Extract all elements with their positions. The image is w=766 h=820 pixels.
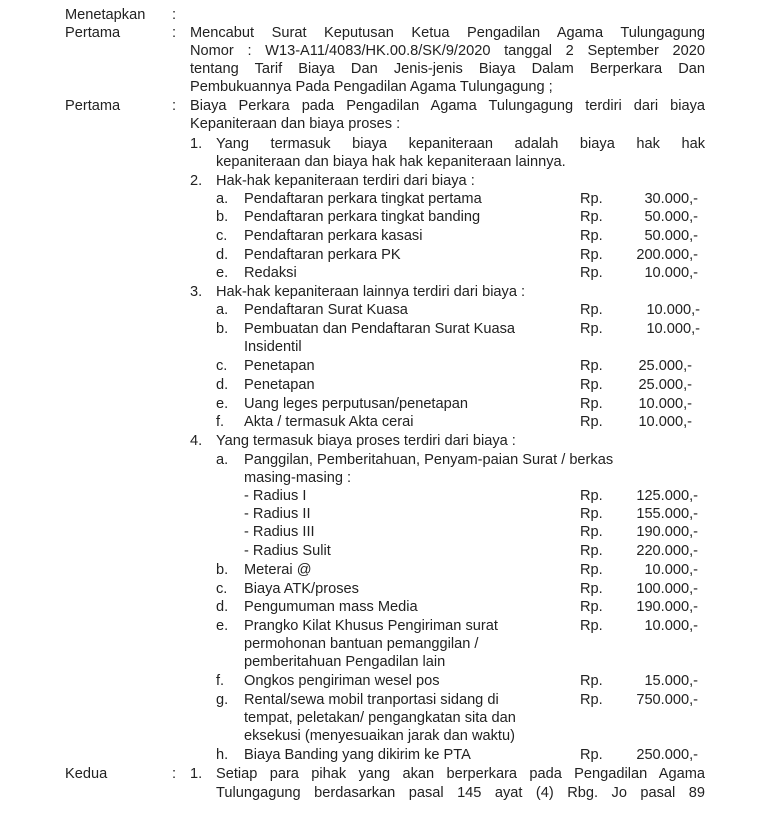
fee-amount: 25.000,- xyxy=(638,358,692,374)
fee-letter: c. xyxy=(216,581,228,597)
fee-label: Penetapan xyxy=(244,358,315,374)
fee-label-continued: masing-masing : xyxy=(244,470,352,486)
fee-currency: Rp. xyxy=(580,321,603,337)
fee-currency: Rp. xyxy=(580,506,603,522)
fee-letter: b. xyxy=(216,321,229,337)
fee-currency: Rp. xyxy=(580,488,603,504)
fee-currency: Rp. xyxy=(580,599,603,615)
pertama-1-line: tentang Tarif Biaya Dan Jenis-jenis Biaya Dalam Berperkara Dan xyxy=(190,61,705,77)
fee-currency: Rp. xyxy=(580,191,603,207)
kedua-colon: : xyxy=(172,766,177,782)
pertama-1-colon: : xyxy=(172,25,177,41)
item-1-text: Yang termasuk biaya kepaniteraan adalah biaya hak hak xyxy=(216,136,705,152)
fee-letter: c. xyxy=(216,358,228,374)
pertama-1-line: Mencabut Surat Keputusan Ketua Pengadilan Agama Tulungagung xyxy=(190,25,705,41)
fee-amount: 50.000,- xyxy=(644,228,698,244)
menetapkan-label: Menetapkan xyxy=(65,7,146,23)
fee-amount: 10.000,- xyxy=(638,396,692,412)
fee-label-continued: Insidentil xyxy=(244,339,302,355)
fee-currency: Rp. xyxy=(580,562,603,578)
kedua-text: Tulungagung berdasarkan pasal 145 ayat (4) Rbg. Jo pasal 89 xyxy=(216,785,705,801)
pertama-2-intro: Kepaniteraan dan biaya proses : xyxy=(190,116,401,132)
fee-amount: 10.000,- xyxy=(644,562,698,578)
fee-label: Pendaftaran perkara PK xyxy=(244,247,401,263)
fee-letter: d. xyxy=(216,599,229,615)
fee-currency: Rp. xyxy=(580,265,603,281)
item-4-number: 4. xyxy=(190,433,203,449)
item-3-number: 3. xyxy=(190,284,203,300)
fee-letter: h. xyxy=(216,747,229,763)
pertama-1-line: Nomor : W13-A11/4083/HK.00.8/SK/9/2020 tanggal 2 September 2020 xyxy=(190,43,705,59)
pertama-2-intro: Biaya Perkara pada Pengadilan Agama Tulungagung terdiri dari biaya xyxy=(190,98,705,114)
fee-amount: 10.000,- xyxy=(644,265,698,281)
fee-label: Meterai @ xyxy=(244,562,312,578)
kedua-number: 1. xyxy=(190,766,203,782)
fee-amount: 30.000,- xyxy=(644,191,698,207)
fee-amount: 50.000,- xyxy=(644,209,698,225)
fee-label-continued: eksekusi (menyesuaikan jarak dan waktu) xyxy=(244,728,515,744)
fee-currency: Rp. xyxy=(580,524,603,540)
fee-amount: 10.000,- xyxy=(646,302,700,318)
fee-letter: c. xyxy=(216,228,228,244)
fee-currency: Rp. xyxy=(580,396,603,412)
fee-label: Pendaftaran perkara tingkat pertama xyxy=(244,191,482,207)
fee-label-continued: pemberitahuan Pengadilan lain xyxy=(244,654,446,670)
item-2-number: 2. xyxy=(190,173,203,189)
fee-letter: e. xyxy=(216,396,229,412)
radius-label: - Radius III xyxy=(244,524,315,540)
fee-label: Pendaftaran perkara kasasi xyxy=(244,228,423,244)
fee-label: Biaya ATK/proses xyxy=(244,581,359,597)
item-4-heading: Yang termasuk biaya proses terdiri dari biaya : xyxy=(216,433,516,449)
fee-label: Pembuatan dan Pendaftaran Surat Kuasa xyxy=(244,321,515,337)
fee-letter: g. xyxy=(216,692,229,708)
fee-amount: 25.000,- xyxy=(638,377,692,393)
fee-letter: e. xyxy=(216,265,229,281)
fee-amount: 750.000,- xyxy=(636,692,698,708)
fee-currency: Rp. xyxy=(580,302,603,318)
fee-currency: Rp. xyxy=(580,747,603,763)
pertama-1-line: Pembukuannya Pada Pengadilan Agama Tulungagung ; xyxy=(190,79,553,95)
fee-amount: 190.000,- xyxy=(636,524,698,540)
fee-label: Pendaftaran perkara tingkat banding xyxy=(244,209,481,225)
fee-amount: 155.000,- xyxy=(636,506,698,522)
fee-amount: 125.000,- xyxy=(636,488,698,504)
fee-currency: Rp. xyxy=(580,247,603,263)
fee-label: Ongkos pengiriman wesel pos xyxy=(244,673,440,689)
kedua-text: Setiap para pihak yang akan berperkara pada Pengadilan Agama xyxy=(216,766,705,782)
fee-currency: Rp. xyxy=(580,414,603,430)
fee-label: Rental/sewa mobil tranportasi sidang di xyxy=(244,692,499,708)
fee-label: Prangko Kilat Khusus Pengiriman surat xyxy=(244,618,498,634)
fee-label: Akta / termasuk Akta cerai xyxy=(244,414,414,430)
fee-currency: Rp. xyxy=(580,618,603,634)
radius-label: - Radius I xyxy=(244,488,307,504)
fee-label: Panggilan, Pemberitahuan, Penyam-paian Surat / berkas xyxy=(244,452,614,468)
fee-amount: 220.000,- xyxy=(636,543,698,559)
pertama-1-label: Pertama xyxy=(65,25,121,41)
fee-currency: Rp. xyxy=(580,358,603,374)
fee-label: Pendaftaran Surat Kuasa xyxy=(244,302,408,318)
fee-amount: 15.000,- xyxy=(644,673,698,689)
fee-amount: 250.000,- xyxy=(636,747,698,763)
fee-currency: Rp. xyxy=(580,209,603,225)
fee-label: Biaya Banding yang dikirim ke PTA xyxy=(244,747,471,763)
kedua-label: Kedua xyxy=(65,766,108,782)
radius-label: - Radius Sulit xyxy=(244,543,331,559)
pertama-2-colon: : xyxy=(172,98,177,114)
item-2-heading: Hak-hak kepaniteraan terdiri dari biaya : xyxy=(216,173,475,189)
item-1-number: 1. xyxy=(190,136,203,152)
fee-letter: b. xyxy=(216,209,229,225)
fee-letter: a. xyxy=(216,191,229,207)
fee-letter: d. xyxy=(216,377,229,393)
radius-label: - Radius II xyxy=(244,506,311,522)
fee-currency: Rp. xyxy=(580,377,603,393)
fee-amount: 200.000,- xyxy=(636,247,698,263)
fee-amount: 10.000,- xyxy=(644,618,698,634)
item-3-heading: Hak-hak kepaniteraan lainnya terdiri dari biaya : xyxy=(216,284,526,300)
item-1-text: kepaniteraan dan biaya hak hak kepaniteraan lainnya. xyxy=(216,154,566,170)
fee-letter: a. xyxy=(216,302,229,318)
fee-letter: a. xyxy=(216,452,229,468)
fee-label: Redaksi xyxy=(244,265,297,281)
fee-label-continued: tempat, peletakan/ pengangkatan sita dan xyxy=(244,710,516,726)
fee-label: Uang leges perputusan/penetapan xyxy=(244,396,468,412)
fee-letter: f. xyxy=(216,673,225,689)
menetapkan-colon: : xyxy=(172,7,177,23)
fee-amount: 10.000,- xyxy=(646,321,700,337)
fee-letter: f. xyxy=(216,414,225,430)
fee-amount: 190.000,- xyxy=(636,599,698,615)
fee-amount: 10.000,- xyxy=(638,414,692,430)
fee-amount: 100.000,- xyxy=(636,581,698,597)
fee-letter: b. xyxy=(216,562,229,578)
fee-label: Penetapan xyxy=(244,377,315,393)
fee-label-continued: permohonan bantuan pemanggilan / xyxy=(244,636,479,652)
fee-currency: Rp. xyxy=(580,543,603,559)
fee-currency: Rp. xyxy=(580,228,603,244)
fee-letter: e. xyxy=(216,618,229,634)
fee-currency: Rp. xyxy=(580,692,603,708)
fee-currency: Rp. xyxy=(580,581,603,597)
pertama-2-label: Pertama xyxy=(65,98,121,114)
fee-letter: d. xyxy=(216,247,229,263)
fee-label: Pengumuman mass Media xyxy=(244,599,418,615)
fee-currency: Rp. xyxy=(580,673,603,689)
